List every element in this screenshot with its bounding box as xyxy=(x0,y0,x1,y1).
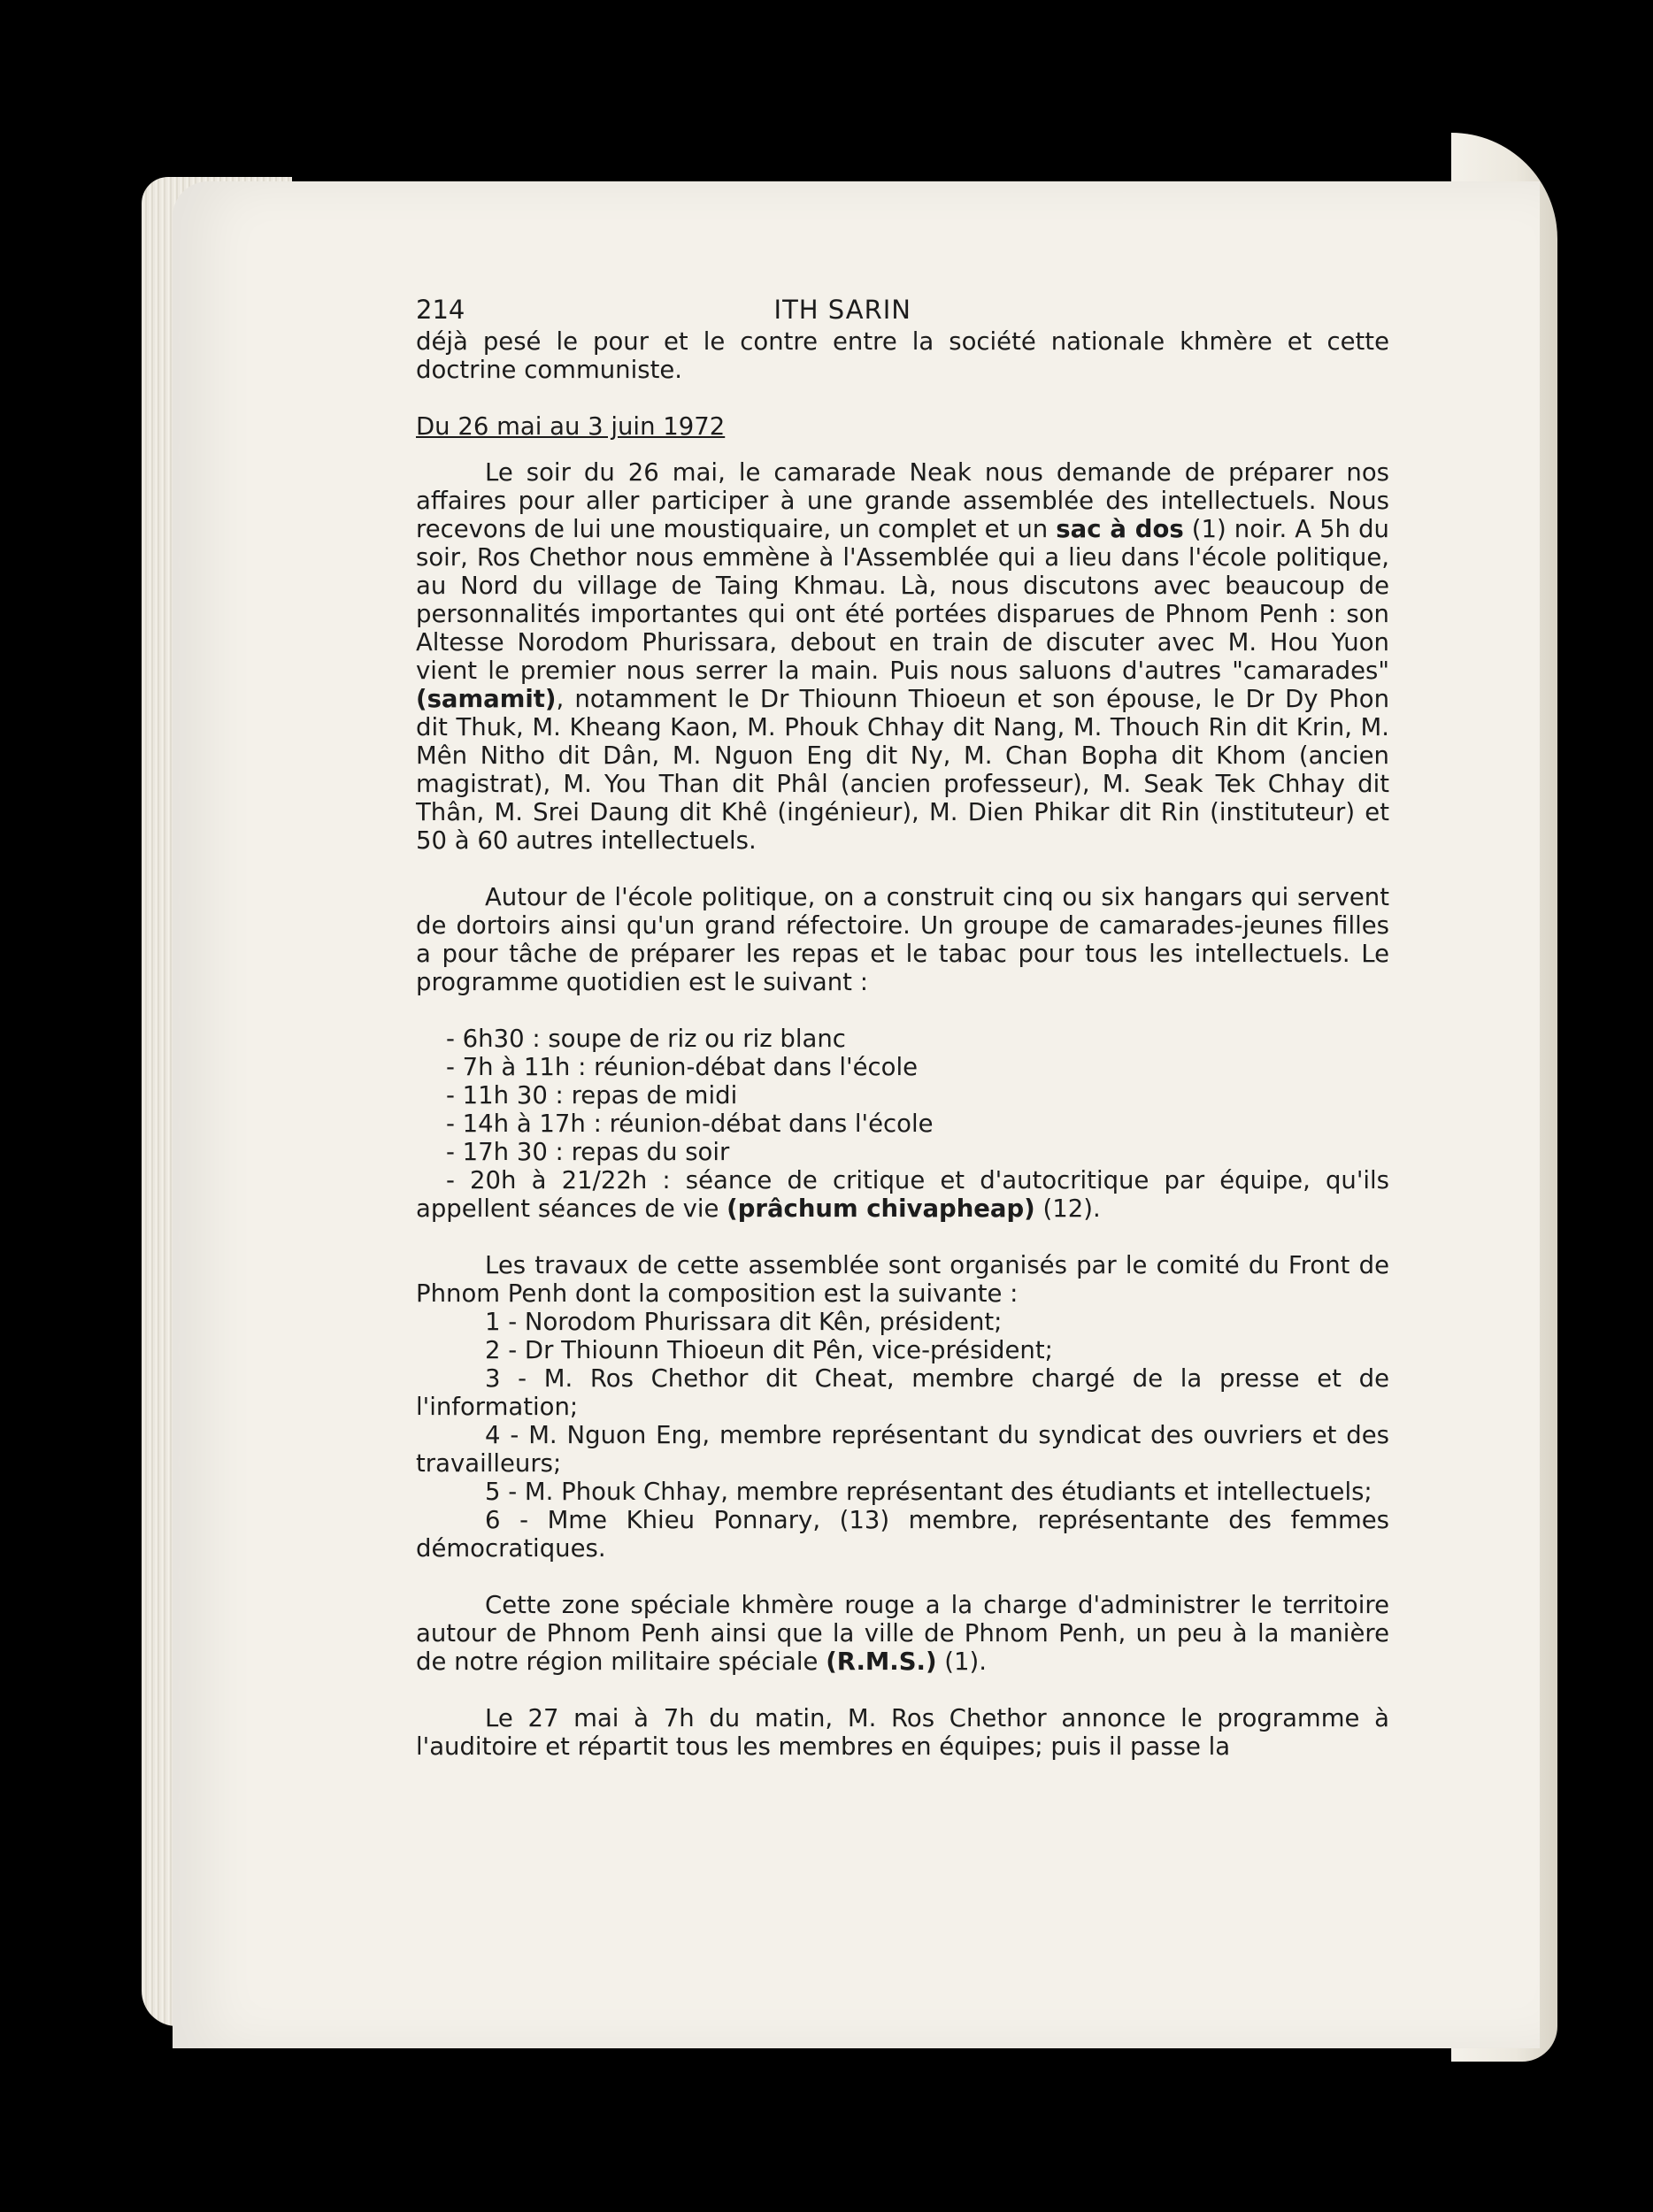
paragraph-2: Autour de l'école politique, on a construit cinq ou six hangars qui servent de dortoirs ainsi qu'un grand réfectoire. Un groupe de camarades-jeunes filles a pour tâche de préparer les repas et le tabac pour tous les intellectuels. Le programme quotidien est le suivant : xyxy=(416,883,1389,996)
opening-paragraph: déjà pesé le pour et le contre entre la société nationale khmère et cette doctrine communiste. xyxy=(416,327,1389,384)
page-number: 214 xyxy=(416,295,465,325)
schedule-item: - 17h 30 : repas du soir xyxy=(446,1138,730,1166)
paragraph-3: Les travaux de cette assemblée sont organisés par le comité du Front de Phnom Penh dont la composition est la suivante : xyxy=(416,1251,1389,1308)
committee-item: 2 - Dr Thiounn Thioeun dit Pên, vice-président; xyxy=(485,1336,1053,1364)
committee-item: 5 - M. Phouk Chhay, membre représentant des étudiants et intellectuels; xyxy=(485,1478,1372,1506)
running-header xyxy=(416,292,911,327)
term-sac-a-dos: sac à dos xyxy=(1056,515,1184,543)
committee-item: 4 - M. Nguon Eng, membre représentant du syndicat des ouvriers et des travailleurs; xyxy=(416,1421,1389,1478)
paragraph-1: Le soir du 26 mai, le camarade Neak nous demande de préparer nos affaires pour aller participer à une grande assemblée des intellectuels. Nous recevons de lui une moustiquaire, un complet et un sac à dos (1) noir. A 5h du soir, Ros Chethor nous emmène à l'Assemblée qui a lieu dans l'école politique, au Nord du village de Taing Khmau. Là, nous discutons avec beaucoup de personnalités importantes qui ont été portées disparues de Phnom Penh : son Altesse Norodom Phurissara, debout en train de discuter avec M. Hou Yuon vient le premier nous serrer la main. Puis nous saluons d'autres "camarades" (samamit), notamment le Dr Thiounn Thioeun et son épouse, le Dr Dy Phon dit Thuk, M. Kheang Kaon, M. Phouk Chhay dit Nang, M. Thouch Rin dit Krin, M. Mên Nitho dit Dân, M. Nguon Eng dit Ny, M. Chan Bopha dit Khom (ancien magistrat), M. You Than dit Phâl (ancien professeur), M. Seak Tek Chhay dit Thân, M. Srei Daung dit Khê (ingénieur), M. Dien Phikar dit Rin (instituteur) et 50 à 60 autres intellectuels. xyxy=(416,458,1389,855)
committee-item: 3 - M. Ros Chethor dit Cheat, membre chargé de la presse et de l'information; xyxy=(416,1364,1389,1421)
schedule-item: - 20h à 21/22h : séance de critique et d'autocritique par équipe, qu'ils appellent séances de vie (prâchum chivapheap) (12). xyxy=(416,1166,1389,1223)
schedule-item: - 6h30 : soupe de riz ou riz blanc xyxy=(446,1025,846,1053)
paragraph-4: Cette zone spéciale khmère rouge a la charge d'administrer le territoire autour de Phnom Penh ainsi que la ville de Phnom Penh, un peu à la manière de notre région militaire spéciale (R.M.S.) (1). xyxy=(416,1591,1389,1676)
schedule-item: - 11h 30 : repas de midi xyxy=(446,1081,738,1110)
term-samamit: (samamit) xyxy=(416,685,557,713)
running-title: ITH SARIN xyxy=(773,295,911,325)
committee-item: 1 - Norodom Phurissara dit Kên, président; xyxy=(485,1308,1003,1336)
page-text xyxy=(416,292,1389,1761)
committee-list xyxy=(416,1308,1389,1563)
schedule-item: - 7h à 11h : réunion-débat dans l'école xyxy=(446,1053,919,1081)
term-prachum-chivapheap: (prâchum chivapheap) xyxy=(727,1194,1035,1223)
schedule-item: - 14h à 17h : réunion-débat dans l'école xyxy=(446,1110,934,1138)
daily-schedule xyxy=(416,1025,1389,1223)
term-rms: (R.M.S.) xyxy=(826,1647,937,1676)
committee-item: 6 - Mme Khieu Ponnary, (13) membre, représentante des femmes démocratiques. xyxy=(416,1506,1389,1563)
section-heading: Du 26 mai au 3 juin 1972 xyxy=(416,412,726,441)
paragraph-5: Le 27 mai à 7h du matin, M. Ros Chethor annonce le programme à l'auditoire et répartit tous les membres en équipes; puis il passe la xyxy=(416,1704,1389,1761)
